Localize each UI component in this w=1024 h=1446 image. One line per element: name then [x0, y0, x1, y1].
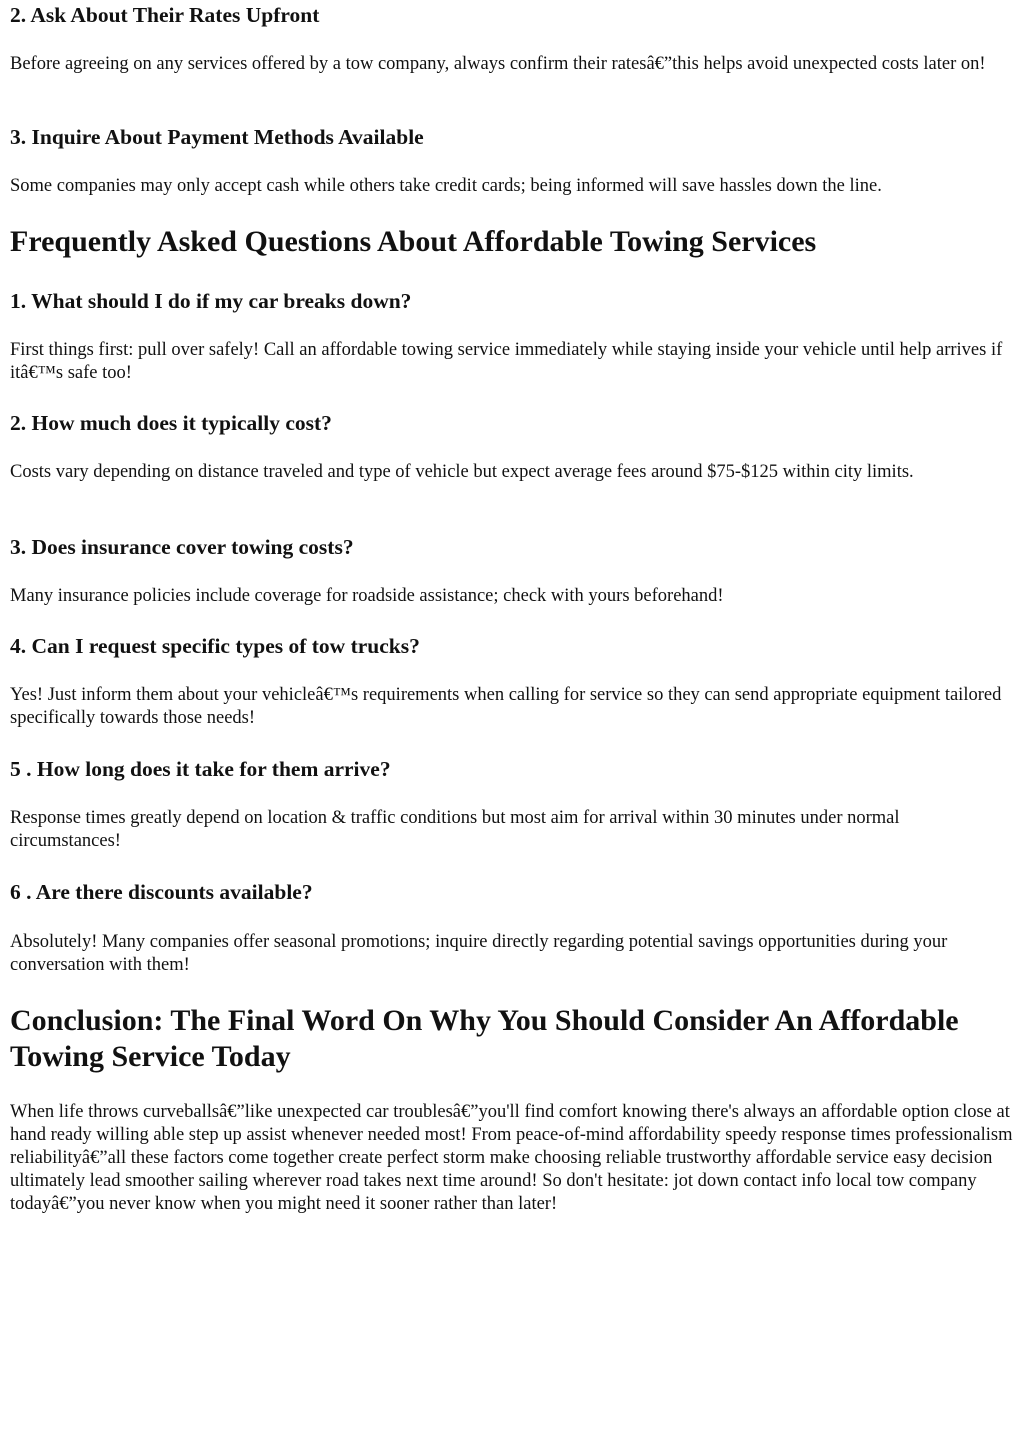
faq-answer-4: Yes! Just inform them about your vehicleâ€™s requirements when calling for service so they can send appropriate equipment tailored specifically towards those needs! — [10, 685, 1002, 728]
faq-question-6: 6 . Are there discounts available? — [10, 880, 313, 904]
section-text-payment: Some companies may only accept cash while others take credit cards; being informed will save hassles down the line. — [10, 176, 882, 196]
faq-answer-6: Absolutely! Many companies offer seasonal promotions; inquire directly regarding potential savings opportunities during your conversation with them! — [10, 932, 948, 975]
faq-question-3: 3. Does insurance cover towing costs? — [10, 535, 354, 559]
conclusion-title: Conclusion: The Final Word On Why You Should Consider An Affordable Towing Service Today — [10, 1004, 959, 1073]
faq-question-4: 4. Can I request specific types of tow trucks? — [10, 634, 420, 658]
faq-answer-3: Many insurance policies include coverage for roadside assistance; check with yours beforehand! — [10, 586, 724, 606]
faq-question-2: 2. How much does it typically cost? — [10, 411, 332, 435]
faq-title: Frequently Asked Questions About Affordable Towing Services — [10, 225, 817, 258]
section-heading-rates: 2. Ask About Their Rates Upfront — [10, 3, 320, 27]
section-text-rates: Before agreeing on any services offered by a tow company, always confirm their ratesâ€”this helps avoid unexpected costs later on! — [10, 54, 986, 74]
conclusion-text: When life throws curveballsâ€”like unexpected car troublesâ€”you'll find comfort knowing there's always an affordable option close at hand ready willing able step up assist whenever needed most! From peace-of-mind affordability speedy response times professionalism reliabilityâ€”all these factors come together create perfect storm make choosing reliable trustworthy affordable service easy decision ultimately lead smoother sailing wherever road takes next time around! So don't hesitate: jot down contact info local tow company todayâ€”you never know when you might need it sooner rather than later! — [10, 1102, 1013, 1214]
section-heading-payment: 3. Inquire About Payment Methods Available — [10, 125, 424, 149]
faq-answer-5: Response times greatly depend on location & traffic conditions but most aim for arrival within 30 minutes under normal circumstances! — [10, 808, 900, 851]
faq-question-5: 5 . How long does it take for them arrive? — [10, 757, 391, 781]
faq-answer-2: Costs vary depending on distance traveled and type of vehicle but expect average fees around $75-$125 within city limits. — [10, 462, 914, 482]
faq-answer-1: First things first: pull over safely! Call an affordable towing service immediately while staying inside your vehicle until help arrives if itâ€™s safe too! — [10, 340, 1003, 383]
faq-question-1: 1. What should I do if my car breaks down? — [10, 289, 412, 313]
